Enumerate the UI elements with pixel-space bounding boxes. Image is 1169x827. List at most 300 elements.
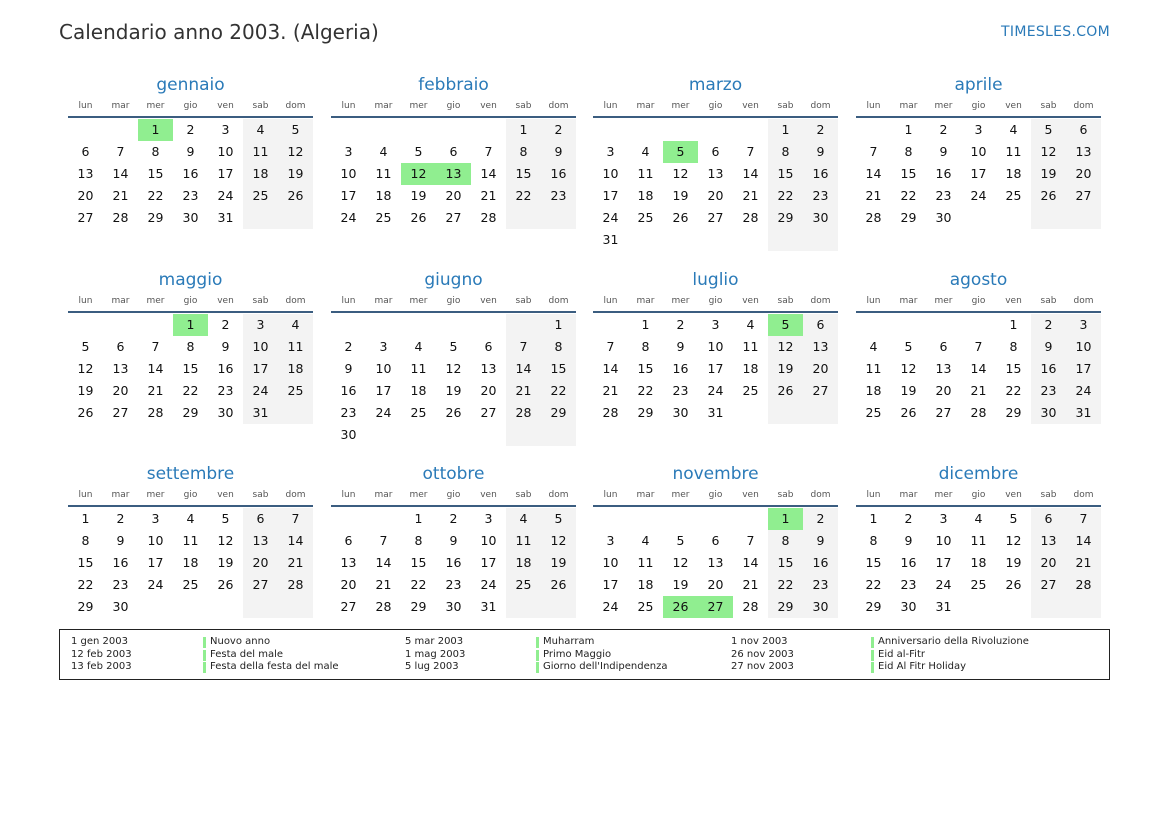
day-cell[interactable]: 30 [935,210,952,225]
day-cell[interactable]: 19 [445,383,462,398]
day-cell[interactable]: 24 [935,577,952,592]
day-cell[interactable]: 8 [186,339,195,354]
day-cell[interactable]: 13 [340,555,357,570]
day-cell[interactable]: 18 [182,555,199,570]
day-cell[interactable]: 9 [904,533,913,548]
day-cell[interactable]: 11 [506,530,541,552]
day-cell[interactable]: 2 [1031,314,1066,336]
day-cell[interactable]: 28 [278,574,313,596]
day-cell[interactable]: 29 [541,402,576,424]
day-cell[interactable]: 12 [401,163,436,185]
day-cell[interactable]: 19 [1031,163,1066,185]
day-cell[interactable]: 14 [1066,530,1101,552]
day-cell[interactable]: 3 [243,314,278,336]
day-cell[interactable]: 15 [1005,361,1022,376]
day-cell[interactable]: 20 [707,188,724,203]
day-cell[interactable]: 2 [541,119,576,141]
day-cell[interactable]: 4 [974,511,983,526]
day-cell[interactable]: 12 [672,166,689,181]
day-cell[interactable]: 28 [480,210,497,225]
day-cell[interactable]: 24 [375,405,392,420]
day-cell[interactable]: 11 [278,336,313,358]
day-cell[interactable]: 22 [768,574,803,596]
day-cell[interactable]: 5 [663,141,698,163]
day-cell[interactable]: 29 [182,405,199,420]
day-cell[interactable]: 2 [221,317,230,332]
day-cell[interactable]: 5 [414,144,423,159]
day-cell[interactable]: 6 [116,339,125,354]
day-cell[interactable]: 25 [742,383,759,398]
day-cell[interactable]: 24 [602,599,619,614]
day-cell[interactable]: 6 [449,144,458,159]
day-cell[interactable]: 9 [541,141,576,163]
day-cell[interactable]: 2 [803,508,838,530]
day-cell[interactable]: 29 [1005,405,1022,420]
day-cell[interactable]: 17 [602,577,619,592]
day-cell[interactable]: 22 [541,380,576,402]
day-cell[interactable]: 1 [641,317,650,332]
day-cell[interactable]: 7 [379,533,388,548]
day-cell[interactable]: 11 [742,339,759,354]
day-cell[interactable]: 9 [221,339,230,354]
day-cell[interactable]: 14 [147,361,164,376]
day-cell[interactable]: 4 [1009,122,1018,137]
day-cell[interactable]: 16 [541,163,576,185]
day-cell[interactable]: 31 [480,599,497,614]
day-cell[interactable]: 22 [637,383,654,398]
day-cell[interactable]: 16 [803,552,838,574]
day-cell[interactable]: 1 [173,314,208,336]
day-cell[interactable]: 25 [375,210,392,225]
day-cell[interactable]: 21 [112,188,129,203]
day-cell[interactable]: 11 [1005,144,1022,159]
day-cell[interactable]: 20 [77,188,94,203]
day-cell[interactable]: 19 [217,555,234,570]
day-cell[interactable]: 6 [1031,508,1066,530]
day-cell[interactable]: 2 [344,339,353,354]
day-cell[interactable]: 8 [414,533,423,548]
day-cell[interactable]: 31 [243,402,278,424]
day-cell[interactable]: 17 [1066,358,1101,380]
day-cell[interactable]: 5 [278,119,313,141]
day-cell[interactable]: 12 [541,530,576,552]
day-cell[interactable]: 28 [742,210,759,225]
day-cell[interactable]: 20 [803,358,838,380]
day-cell[interactable]: 2 [939,122,948,137]
day-cell[interactable]: 6 [243,508,278,530]
day-cell[interactable]: 9 [1031,336,1066,358]
day-cell[interactable]: 21 [147,383,164,398]
day-cell[interactable]: 17 [935,555,952,570]
day-cell[interactable]: 15 [147,166,164,181]
day-cell[interactable]: 5 [676,533,685,548]
day-cell[interactable]: 3 [1066,314,1101,336]
day-cell[interactable]: 20 [112,383,129,398]
day-cell[interactable]: 17 [602,188,619,203]
day-cell[interactable]: 4 [746,317,755,332]
day-cell[interactable]: 5 [904,339,913,354]
day-cell[interactable]: 21 [1066,552,1101,574]
day-cell[interactable]: 24 [340,210,357,225]
day-cell[interactable]: 19 [768,358,803,380]
day-cell[interactable]: 21 [375,577,392,592]
day-cell[interactable]: 27 [77,210,94,225]
day-cell[interactable]: 17 [970,166,987,181]
day-cell[interactable]: 30 [340,427,357,442]
day-cell[interactable]: 19 [672,577,689,592]
day-cell[interactable]: 24 [707,383,724,398]
day-cell[interactable]: 1 [414,511,423,526]
day-cell[interactable]: 1 [904,122,913,137]
day-cell[interactable]: 22 [865,577,882,592]
day-cell[interactable]: 20 [1066,163,1101,185]
day-cell[interactable]: 10 [340,166,357,181]
day-cell[interactable]: 14 [742,555,759,570]
day-cell[interactable]: 13 [707,555,724,570]
day-cell[interactable]: 11 [182,533,199,548]
day-cell[interactable]: 20 [243,552,278,574]
day-cell[interactable]: 14 [112,166,129,181]
day-cell[interactable]: 20 [480,383,497,398]
day-cell[interactable]: 14 [506,358,541,380]
day-cell[interactable]: 16 [935,166,952,181]
day-cell[interactable]: 27 [112,405,129,420]
day-cell[interactable]: 19 [1005,555,1022,570]
day-cell[interactable]: 25 [865,405,882,420]
day-cell[interactable]: 10 [147,533,164,548]
day-cell[interactable]: 26 [672,210,689,225]
day-cell[interactable]: 18 [637,577,654,592]
day-cell[interactable]: 7 [746,144,755,159]
day-cell[interactable]: 23 [217,383,234,398]
day-cell[interactable]: 26 [768,380,803,402]
day-cell[interactable]: 4 [278,314,313,336]
day-cell[interactable]: 27 [803,380,838,402]
day-cell[interactable]: 21 [506,380,541,402]
day-cell[interactable]: 6 [803,314,838,336]
day-cell[interactable]: 12 [1005,533,1022,548]
day-cell[interactable]: 19 [541,552,576,574]
day-cell[interactable]: 23 [182,188,199,203]
day-cell[interactable]: 2 [676,317,685,332]
day-cell[interactable]: 27 [480,405,497,420]
day-cell[interactable]: 13 [803,336,838,358]
day-cell[interactable]: 3 [711,317,720,332]
day-cell[interactable]: 25 [410,405,427,420]
day-cell[interactable]: 8 [506,141,541,163]
day-cell[interactable]: 10 [375,361,392,376]
day-cell[interactable]: 6 [711,533,720,548]
day-cell[interactable]: 20 [1031,552,1066,574]
day-cell[interactable]: 20 [707,577,724,592]
day-cell[interactable]: 28 [865,210,882,225]
day-cell[interactable]: 8 [641,339,650,354]
day-cell[interactable]: 8 [768,530,803,552]
day-cell[interactable]: 17 [375,383,392,398]
day-cell[interactable]: 18 [1005,166,1022,181]
day-cell[interactable]: 1 [869,511,878,526]
day-cell[interactable]: 18 [865,383,882,398]
day-cell[interactable]: 16 [900,555,917,570]
day-cell[interactable]: 23 [900,577,917,592]
day-cell[interactable]: 10 [935,533,952,548]
day-cell[interactable]: 2 [449,511,458,526]
day-cell[interactable]: 27 [698,596,733,618]
day-cell[interactable]: 21 [480,188,497,203]
day-cell[interactable]: 2 [904,511,913,526]
day-cell[interactable]: 18 [506,552,541,574]
day-cell[interactable]: 29 [900,210,917,225]
day-cell[interactable]: 3 [606,144,615,159]
day-cell[interactable]: 31 [935,599,952,614]
day-cell[interactable]: 23 [803,185,838,207]
day-cell[interactable]: 25 [182,577,199,592]
day-cell[interactable]: 23 [112,577,129,592]
day-cell[interactable]: 28 [1066,574,1101,596]
day-cell[interactable]: 16 [803,163,838,185]
day-cell[interactable]: 16 [340,383,357,398]
day-cell[interactable]: 29 [147,210,164,225]
day-cell[interactable]: 6 [1066,119,1101,141]
day-cell[interactable]: 28 [742,599,759,614]
day-cell[interactable]: 16 [445,555,462,570]
day-cell[interactable]: 30 [803,596,838,618]
day-cell[interactable]: 7 [1066,508,1101,530]
day-cell[interactable]: 26 [445,405,462,420]
day-cell[interactable]: 14 [970,361,987,376]
day-cell[interactable]: 4 [641,144,650,159]
day-cell[interactable]: 1 [1009,317,1018,332]
day-cell[interactable]: 29 [410,599,427,614]
day-cell[interactable]: 14 [375,555,392,570]
day-cell[interactable]: 22 [768,185,803,207]
day-cell[interactable]: 30 [1031,402,1066,424]
day-cell[interactable]: 16 [217,361,234,376]
day-cell[interactable]: 20 [935,383,952,398]
day-cell[interactable]: 5 [221,511,230,526]
day-cell[interactable]: 9 [803,141,838,163]
day-cell[interactable]: 21 [970,383,987,398]
day-cell[interactable]: 19 [672,188,689,203]
day-cell[interactable]: 12 [445,361,462,376]
day-cell[interactable]: 28 [147,405,164,420]
day-cell[interactable]: 2 [803,119,838,141]
day-cell[interactable]: 2 [186,122,195,137]
day-cell[interactable]: 5 [1031,119,1066,141]
day-cell[interactable]: 3 [379,339,388,354]
day-cell[interactable]: 26 [541,574,576,596]
day-cell[interactable]: 22 [900,188,917,203]
day-cell[interactable]: 14 [865,166,882,181]
day-cell[interactable]: 13 [243,530,278,552]
day-cell[interactable]: 25 [278,380,313,402]
day-cell[interactable]: 18 [742,361,759,376]
day-cell[interactable]: 11 [375,166,392,181]
day-cell[interactable]: 5 [1009,511,1018,526]
day-cell[interactable]: 17 [480,555,497,570]
day-cell[interactable]: 9 [939,144,948,159]
day-cell[interactable]: 11 [243,141,278,163]
day-cell[interactable]: 25 [637,599,654,614]
day-cell[interactable]: 27 [935,405,952,420]
day-cell[interactable]: 25 [970,577,987,592]
day-cell[interactable]: 16 [112,555,129,570]
day-cell[interactable]: 12 [900,361,917,376]
day-cell[interactable]: 3 [974,122,983,137]
day-cell[interactable]: 3 [344,144,353,159]
day-cell[interactable]: 1 [541,314,576,336]
day-cell[interactable]: 26 [900,405,917,420]
day-cell[interactable]: 11 [865,361,882,376]
day-cell[interactable]: 25 [637,210,654,225]
day-cell[interactable]: 18 [278,358,313,380]
day-cell[interactable]: 23 [1031,380,1066,402]
day-cell[interactable]: 14 [480,166,497,181]
day-cell[interactable]: 7 [746,533,755,548]
day-cell[interactable]: 9 [186,144,195,159]
day-cell[interactable]: 4 [186,511,195,526]
day-cell[interactable]: 10 [602,166,619,181]
day-cell[interactable]: 27 [707,210,724,225]
day-cell[interactable]: 31 [217,210,234,225]
day-cell[interactable]: 17 [243,358,278,380]
day-cell[interactable]: 10 [480,533,497,548]
day-cell[interactable]: 30 [672,405,689,420]
day-cell[interactable]: 4 [869,339,878,354]
day-cell[interactable]: 28 [602,405,619,420]
day-cell[interactable]: 27 [243,574,278,596]
day-cell[interactable]: 30 [900,599,917,614]
day-cell[interactable]: 11 [637,555,654,570]
day-cell[interactable]: 13 [935,361,952,376]
day-cell[interactable]: 15 [768,163,803,185]
day-cell[interactable]: 3 [151,511,160,526]
day-cell[interactable]: 7 [506,336,541,358]
day-cell[interactable]: 27 [1066,185,1101,207]
day-cell[interactable]: 1 [138,119,173,141]
day-cell[interactable]: 6 [81,144,90,159]
day-cell[interactable]: 26 [1031,185,1066,207]
day-cell[interactable]: 8 [541,336,576,358]
day-cell[interactable]: 19 [410,188,427,203]
day-cell[interactable]: 15 [182,361,199,376]
day-cell[interactable]: 6 [939,339,948,354]
day-cell[interactable]: 5 [768,314,803,336]
day-cell[interactable]: 16 [672,361,689,376]
day-cell[interactable]: 27 [445,210,462,225]
day-cell[interactable]: 3 [221,122,230,137]
day-cell[interactable]: 7 [606,339,615,354]
day-cell[interactable]: 19 [900,383,917,398]
day-cell[interactable]: 20 [340,577,357,592]
day-cell[interactable]: 12 [77,361,94,376]
day-cell[interactable]: 31 [1066,402,1101,424]
day-cell[interactable]: 15 [768,552,803,574]
day-cell[interactable]: 24 [147,577,164,592]
day-cell[interactable]: 1 [768,508,803,530]
day-cell[interactable]: 8 [1009,339,1018,354]
day-cell[interactable]: 4 [379,144,388,159]
day-cell[interactable]: 4 [641,533,650,548]
day-cell[interactable]: 18 [970,555,987,570]
day-cell[interactable]: 30 [182,210,199,225]
day-cell[interactable]: 19 [77,383,94,398]
day-cell[interactable]: 16 [1031,358,1066,380]
day-cell[interactable]: 18 [243,163,278,185]
day-cell[interactable]: 7 [484,144,493,159]
day-cell[interactable]: 22 [1005,383,1022,398]
day-cell[interactable]: 13 [1066,141,1101,163]
day-cell[interactable]: 13 [112,361,129,376]
day-cell[interactable]: 5 [541,508,576,530]
day-cell[interactable]: 25 [1005,188,1022,203]
day-cell[interactable]: 8 [904,144,913,159]
day-cell[interactable]: 28 [375,599,392,614]
day-cell[interactable]: 15 [410,555,427,570]
day-cell[interactable]: 28 [112,210,129,225]
day-cell[interactable]: 23 [672,383,689,398]
brand-link[interactable]: TIMESLES.COM [1001,24,1110,40]
day-cell[interactable]: 9 [449,533,458,548]
day-cell[interactable]: 2 [116,511,125,526]
day-cell[interactable]: 18 [410,383,427,398]
day-cell[interactable]: 11 [970,533,987,548]
day-cell[interactable]: 15 [637,361,654,376]
day-cell[interactable]: 19 [278,163,313,185]
day-cell[interactable]: 6 [711,144,720,159]
day-cell[interactable]: 18 [375,188,392,203]
day-cell[interactable]: 13 [707,166,724,181]
day-cell[interactable]: 24 [602,210,619,225]
day-cell[interactable]: 15 [865,555,882,570]
day-cell[interactable]: 23 [340,405,357,420]
day-cell[interactable]: 15 [900,166,917,181]
day-cell[interactable]: 15 [506,163,541,185]
day-cell[interactable]: 10 [243,336,278,358]
day-cell[interactable]: 13 [480,361,497,376]
day-cell[interactable]: 7 [974,339,983,354]
day-cell[interactable]: 10 [707,339,724,354]
day-cell[interactable]: 30 [803,207,838,229]
day-cell[interactable]: 1 [81,511,90,526]
day-cell[interactable]: 24 [243,380,278,402]
day-cell[interactable]: 29 [865,599,882,614]
day-cell[interactable]: 26 [663,596,698,618]
day-cell[interactable]: 8 [81,533,90,548]
day-cell[interactable]: 20 [445,188,462,203]
day-cell[interactable]: 3 [939,511,948,526]
day-cell[interactable]: 24 [970,188,987,203]
day-cell[interactable]: 22 [506,185,541,207]
day-cell[interactable]: 17 [340,188,357,203]
day-cell[interactable]: 29 [768,596,803,618]
day-cell[interactable]: 5 [81,339,90,354]
day-cell[interactable]: 6 [344,533,353,548]
day-cell[interactable]: 9 [676,339,685,354]
day-cell[interactable]: 7 [151,339,160,354]
day-cell[interactable]: 13 [77,166,94,181]
day-cell[interactable]: 15 [77,555,94,570]
day-cell[interactable]: 21 [742,188,759,203]
day-cell[interactable]: 1 [506,119,541,141]
day-cell[interactable]: 26 [410,210,427,225]
day-cell[interactable]: 9 [803,530,838,552]
day-cell[interactable]: 28 [506,402,541,424]
day-cell[interactable]: 12 [217,533,234,548]
day-cell[interactable]: 14 [278,530,313,552]
day-cell[interactable]: 8 [151,144,160,159]
day-cell[interactable]: 5 [449,339,458,354]
